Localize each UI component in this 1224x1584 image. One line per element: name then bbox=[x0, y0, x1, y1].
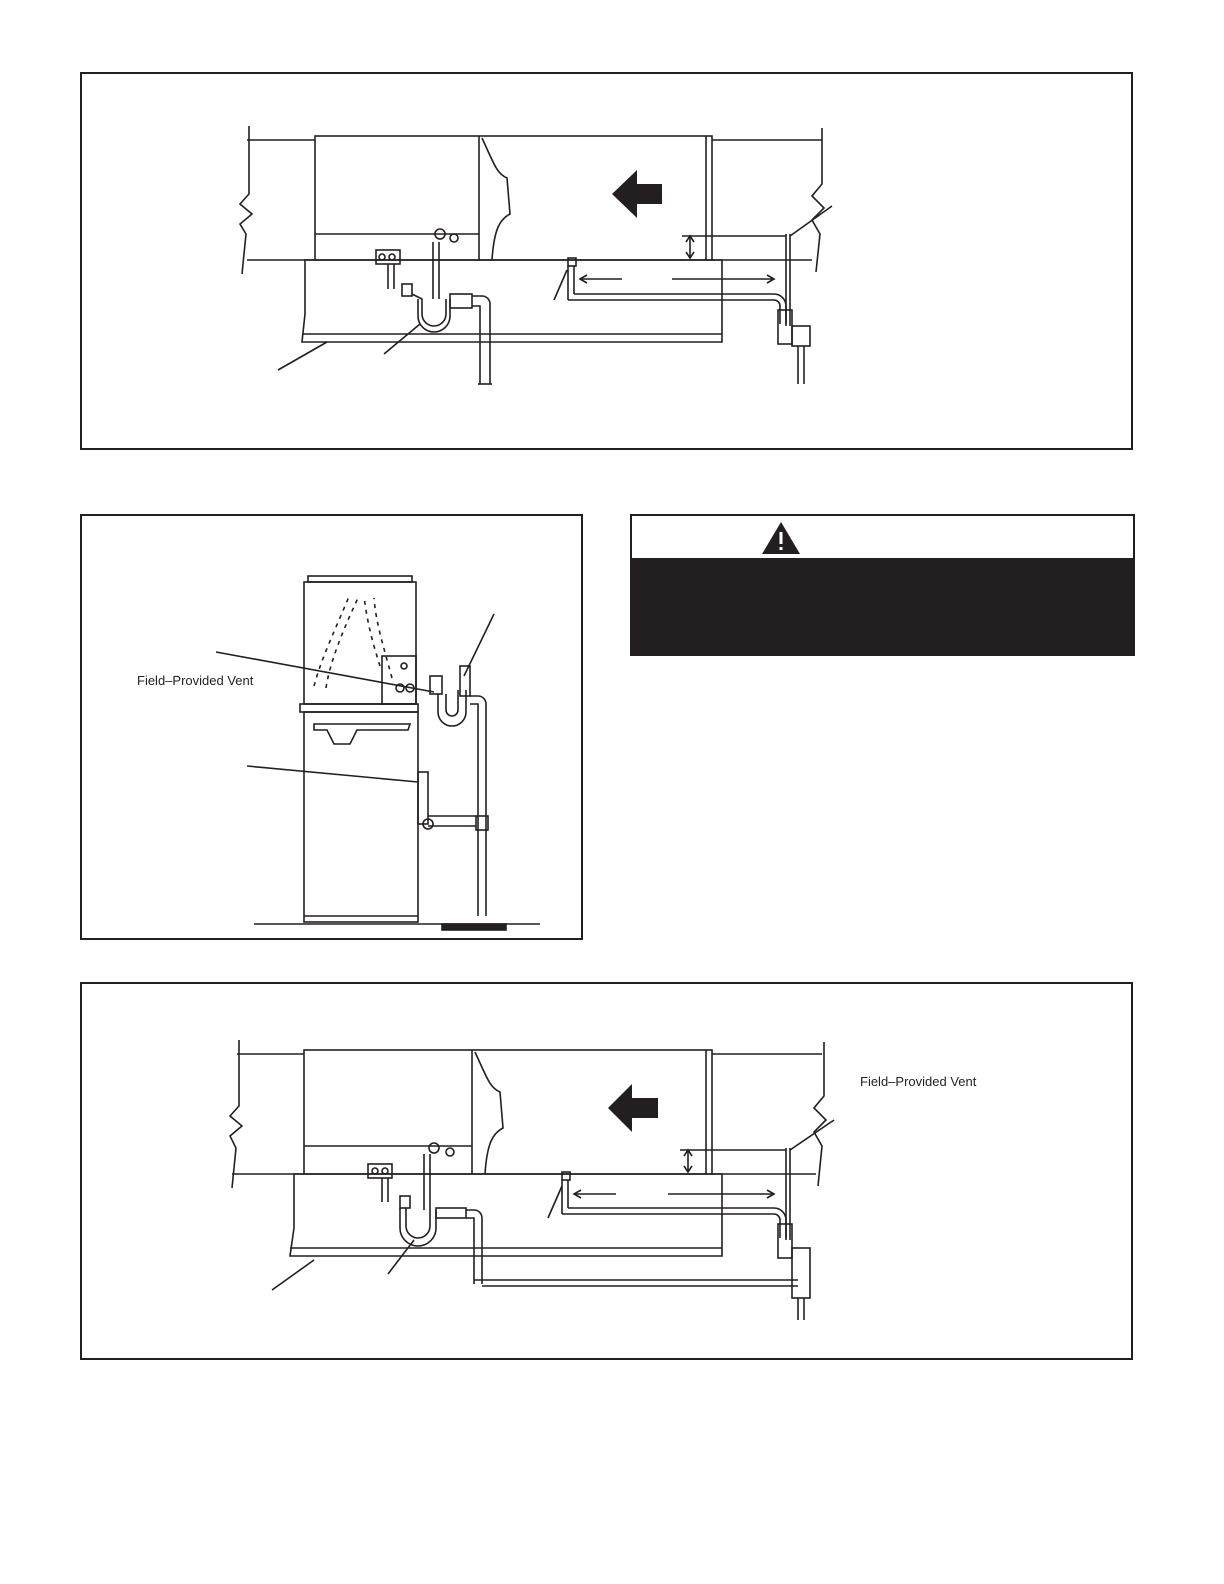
warning-body bbox=[632, 558, 1133, 656]
field-provided-vent-label: Field–Provided Vent bbox=[137, 673, 254, 688]
figure-horizontal-drain-2 bbox=[80, 982, 1133, 1360]
horizontal-furnace-drawing-1 bbox=[82, 74, 1135, 452]
figure-upflow-drain bbox=[80, 514, 583, 940]
upflow-furnace-drawing bbox=[82, 516, 585, 942]
warning-box bbox=[630, 514, 1135, 656]
figure-horizontal-drain-1 bbox=[80, 72, 1133, 450]
horizontal-furnace-drawing-2 bbox=[82, 984, 1135, 1362]
field-provided-vent-label: Field–Provided Vent bbox=[860, 1074, 977, 1089]
warning-triangle-icon bbox=[632, 516, 1137, 558]
warning-header bbox=[632, 516, 1133, 558]
